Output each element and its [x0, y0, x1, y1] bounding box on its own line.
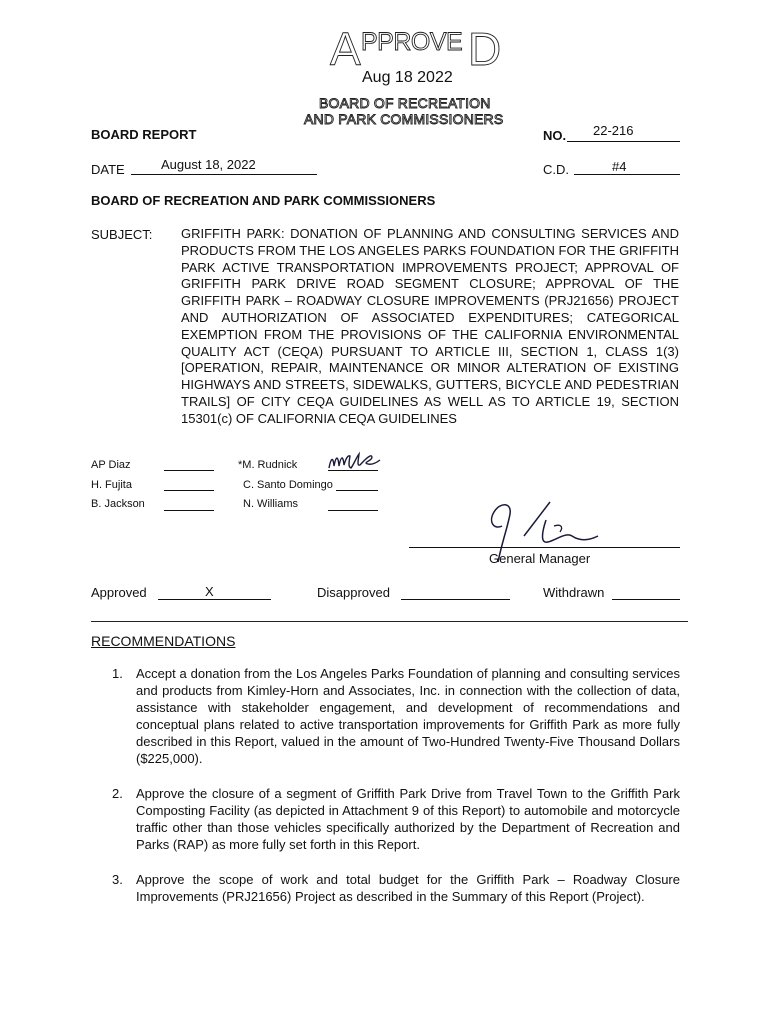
commissioner-name: *M. Rudnick: [238, 459, 298, 471]
recommendations-list: [112, 665, 680, 923]
stamp-letter-a: A: [330, 23, 360, 75]
list-item: [112, 871, 680, 905]
subject-label: SUBJECT:: [91, 227, 153, 242]
disapproved-label: Disapproved: [317, 585, 390, 600]
stamp-letters-middle: PPROVE: [361, 28, 463, 56]
stamp-board-line-1: BOARD OF RECREATION: [319, 95, 491, 111]
list-item-text: Approve the closure of a segment of Griffith Park Drive from Travel Town to the Griffith Park Composting Facility (as depicted in Attachment 9 of this Report) to automobile and motorcycle traffic other than those vehicles specifically authorized by the Department of Recreation and Parks (RAP) as more fully set forth in this Report.: [136, 786, 680, 852]
subject-text: GRIFFITH PARK: DONATION OF PLANNING AND CONSULTING SERVICES AND PRODUCTS FROM THE LOS ANGELES PARKS FOUNDATION FOR THE GRIFFITH PARK ACTIVE TRANSPORTATION IMPROVEMENTS PROJECT; APPROVAL OF GRIFFITH PARK DRIVE ROAD SEGMENT CLOSURE; APPROVAL OF THE GRIFFITH PARK – ROADWAY CLOSURE IMPROVEMENTS (PRJ21656) PROJECT AND AUTHORIZATION OF ASSOCIATED EXPENDITURES; CATEGORICAL EXEMPTION FROM THE PROVISIONS OF THE CALIFORNIA ENVIRONMENTAL QUALITY ACT (CEQA) PURSUANT TO ARTICLE III, SECTION 1, CLASS 1(3) [OPERATION, REPAIR, MAINTENANCE OR MINOR ALTERATION OF EXISTING HIGHWAYS AND STREETS, SIDEWALKS, GUTTERS, BICYCLE AND PEDESTRIAN TRAILS] OF CITY CEQA GUIDELINES AS WELL AS TO ARTICLE 19, SECTION 15301(c) OF CALIFORNIA CEQA GUIDELINES: [181, 226, 679, 426]
report-number-field: [567, 125, 680, 142]
cd-value: #4: [612, 159, 627, 174]
withdrawn-label: Withdrawn: [543, 585, 605, 600]
general-manager-line: [409, 547, 680, 548]
signature-line: [336, 490, 378, 491]
list-item-number: 3.: [112, 872, 123, 887]
list-item: [112, 785, 680, 853]
approved-label: Approved: [91, 585, 147, 600]
board-report-label: BOARD REPORT: [91, 127, 197, 142]
signature-line: [164, 470, 214, 471]
disapproved-field: [401, 583, 510, 600]
list-item: [112, 665, 680, 767]
report-number-value: 22-216: [593, 123, 634, 138]
signature-line: [164, 510, 214, 511]
commissioner-name: H. Fujita: [91, 479, 132, 491]
approved-field: [158, 583, 271, 600]
cd-label: C.D.: [543, 162, 569, 177]
list-item-number: 1.: [112, 666, 123, 681]
recommendations-heading: RECOMMENDATIONS: [91, 633, 236, 649]
board-title: BOARD OF RECREATION AND PARK COMMISSIONERS: [91, 193, 436, 208]
date-label: DATE: [91, 162, 125, 177]
general-manager-label: General Manager: [489, 551, 591, 566]
stamp-board-line-2: AND PARK COMMISSIONERS: [304, 111, 504, 127]
approved-mark: X: [205, 584, 214, 599]
stamp-date: Aug 18 2022: [362, 69, 453, 86]
list-item-text: Approve the scope of work and total budget for the Griffith Park – Roadway Closure Improvements (PRJ21656) Project as described in the Summary of this Report (Project).: [136, 872, 680, 904]
signature-line: [164, 490, 214, 491]
initials-signature: [326, 450, 384, 474]
list-item-text: Accept a donation from the Los Angeles Parks Foundation of planning and consulting services and products from Kimley-Horn and Associates, Inc. in connection with the collection of data, assistance with stakeholder engagement, and development of recommendations and conceptual plans related to active transportation improvements for Griffith Park as more fully described in this Report, valued in the amount of Two-Hundred Twenty-Five Thousand Dollars ($225,000).: [136, 666, 680, 766]
commissioner-name: N. Williams: [243, 498, 298, 510]
signature-line: [328, 510, 378, 511]
date-value: August 18, 2022: [161, 157, 256, 172]
cd-field: [574, 158, 680, 175]
stamp-letter-d: D: [468, 23, 502, 75]
commissioner-name: AP Diaz: [91, 459, 131, 471]
commissioner-name: C. Santo Domingo: [243, 479, 333, 491]
section-divider: [91, 621, 688, 622]
report-number-label: NO.: [543, 128, 567, 143]
withdrawn-field: [612, 583, 680, 600]
date-field: [131, 158, 317, 175]
commissioner-name: B. Jackson: [91, 498, 145, 510]
list-item-number: 2.: [112, 786, 123, 801]
